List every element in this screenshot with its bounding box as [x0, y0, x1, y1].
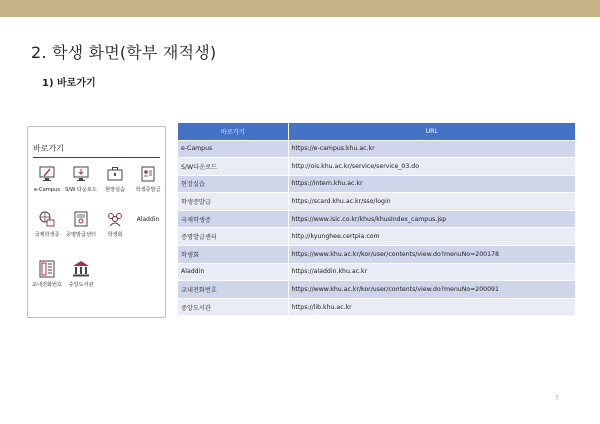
- url-cell[interactable]: https://e-campus.khu.ac.kr: [288, 140, 575, 158]
- shortcut-name-cell: 학생증발급: [178, 193, 288, 211]
- header-accent-bar: [0, 0, 600, 17]
- shortcut-campus-phone[interactable]: [30, 259, 64, 289]
- page-title: 2. 학생 화면(학부 재적생): [31, 43, 217, 62]
- url-cell[interactable]: http://kyunghee.certpia.com: [288, 228, 575, 246]
- column-header-url: URL: [288, 123, 575, 140]
- shortcut-label: S/W 다운로드: [65, 187, 97, 193]
- shortcut-aladdin[interactable]: [131, 209, 165, 224]
- url-cell[interactable]: https://scard.khu.ac.kr/sso/login: [288, 193, 575, 211]
- table-header-row: [178, 123, 575, 140]
- page-number: 7: [555, 395, 559, 402]
- url-cell[interactable]: https://aladdin.khu.ac.kr: [288, 263, 575, 281]
- table-row: [178, 193, 575, 211]
- table-row: [178, 210, 575, 228]
- shortcut-label: 현장실습: [104, 187, 126, 193]
- shortcut-central-library[interactable]: [64, 259, 98, 289]
- table-row: [178, 246, 575, 264]
- shortcut-name-cell: S/W다운로드: [178, 158, 288, 176]
- shortcut-certificate-center[interactable]: [64, 209, 98, 239]
- shortcut-url-table: [178, 123, 575, 316]
- url-cell[interactable]: https://lib.khu.ac.kr: [288, 298, 575, 316]
- table-row: [178, 263, 575, 281]
- globe-id-icon: [37, 209, 57, 229]
- people-icon: [105, 209, 125, 229]
- shortcut-label: 중앙도서관: [68, 282, 94, 288]
- shortcut-label: 국제학생증: [34, 232, 60, 238]
- panel-divider: [33, 157, 160, 158]
- shortcut-student-id[interactable]: [131, 164, 165, 194]
- url-cell[interactable]: https://www.khu.ac.kr/kor/user/contents/view.do?menuNo=200091: [288, 281, 575, 299]
- shortcut-label: 학생회: [107, 232, 123, 238]
- shortcut-label: 증명발급센터: [65, 232, 97, 238]
- shortcut-label: 교내전화번호: [31, 282, 63, 288]
- shortcut-sw-download[interactable]: [64, 164, 98, 194]
- shortcut-international-id[interactable]: [30, 209, 64, 239]
- monitor-icon: [37, 164, 57, 184]
- table-row: [178, 228, 575, 246]
- shortcut-name-cell: 현장실습: [178, 175, 288, 193]
- url-cell[interactable]: https://www.isic.co.kr/khus/khusIndex_campus.jsp: [288, 210, 575, 228]
- shortcut-name-cell: Aladdin: [178, 263, 288, 281]
- section-title: 1) 바로가기: [42, 78, 96, 89]
- phone-keypad-icon: [37, 259, 57, 279]
- url-cell[interactable]: https://intern.khu.ac.kr: [288, 175, 575, 193]
- shortcut-label: e-Campus: [33, 187, 61, 193]
- shortcut-name-cell: 학생회: [178, 246, 288, 264]
- shortcut-name-cell: e-Campus: [178, 140, 288, 158]
- library-icon: [71, 259, 91, 279]
- panel-title: 바로가기: [33, 144, 64, 153]
- shortcut-panel: [27, 126, 166, 318]
- table-row: [178, 158, 575, 176]
- certificate-icon: [71, 209, 91, 229]
- column-header-shortcut: 바로가기: [178, 123, 288, 140]
- url-cell[interactable]: http://ois.khu.ac.kr/service/service_03.do: [288, 158, 575, 176]
- table-row: [178, 298, 575, 316]
- download-monitor-icon: [71, 164, 91, 184]
- url-cell[interactable]: https://www.khu.ac.kr/kor/user/contents/view.do?menuNo=200178: [288, 246, 575, 264]
- table-row: [178, 175, 575, 193]
- shortcut-student-council[interactable]: [98, 209, 132, 239]
- shortcut-label: Aladdin: [136, 216, 160, 223]
- shortcut-e-campus[interactable]: [30, 164, 64, 194]
- shortcut-name-cell: 증명발급센터: [178, 228, 288, 246]
- briefcase-icon: [105, 164, 125, 184]
- shortcut-label: 학생증발급: [135, 187, 161, 193]
- table-row: [178, 140, 575, 158]
- shortcut-name-cell: 교내전화번호: [178, 281, 288, 299]
- id-card-icon: [138, 164, 158, 184]
- shortcut-field-practice[interactable]: [98, 164, 132, 194]
- table-row: [178, 281, 575, 299]
- shortcut-name-cell: 중앙도서관: [178, 298, 288, 316]
- shortcut-name-cell: 국제학생증: [178, 210, 288, 228]
